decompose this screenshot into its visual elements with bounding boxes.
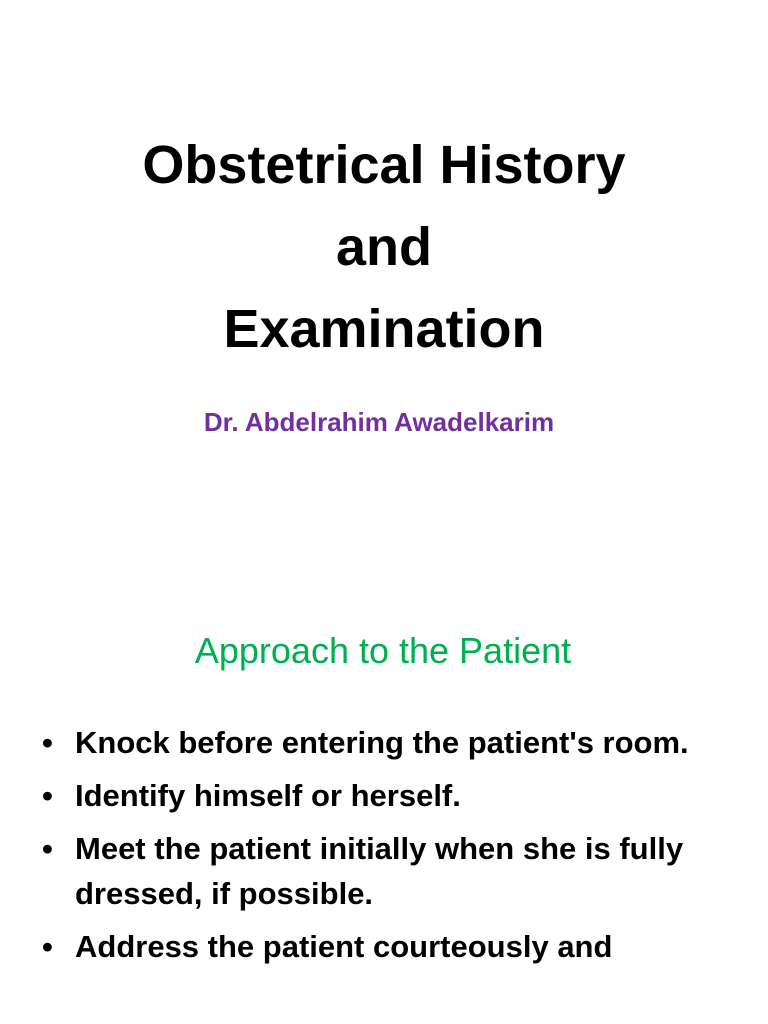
bullet-text: Meet the patient initially when she is fully dressed, if possible. (75, 831, 684, 911)
bullet-text: Address the patient courteously and (75, 929, 613, 964)
title-line-1: Obstetrical History (142, 135, 626, 195)
bullet-text: Identify himself or herself. (75, 778, 461, 813)
author-name: Dr. Abdelrahim Awadelkarim (203, 407, 555, 437)
bullet-text: Knock before entering the patient's room. (75, 725, 689, 760)
bullet-list (0, 720, 768, 977)
title-line-3: Examination (223, 299, 545, 359)
bullet-icon: • (42, 725, 53, 760)
bullet-icon: • (42, 778, 53, 813)
list-item (0, 720, 768, 765)
section-heading: Approach to the Patient (194, 630, 572, 671)
title-line-2: and (335, 217, 432, 277)
bullet-icon: • (42, 831, 53, 866)
slide-title (0, 124, 768, 370)
bullet-icon: • (42, 929, 53, 964)
list-item (0, 773, 768, 818)
list-item (0, 924, 768, 969)
list-item (0, 826, 768, 916)
